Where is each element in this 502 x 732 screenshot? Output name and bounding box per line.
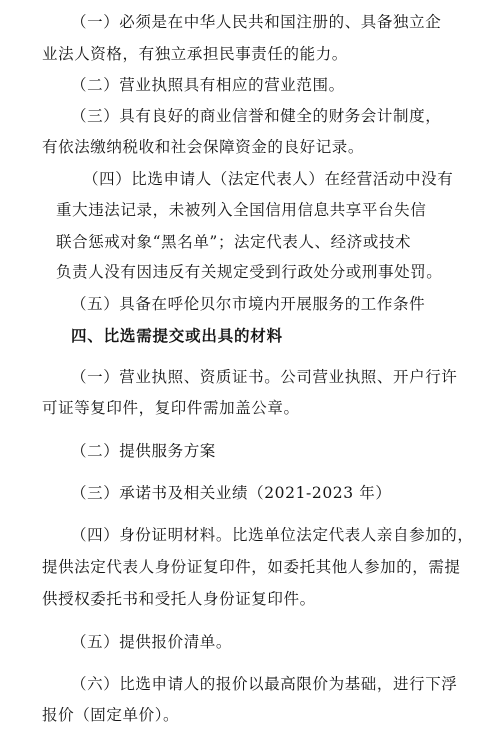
clause-4-line-1: （四）比选申请人（法定代表人）在经营活动中没有 <box>83 170 454 188</box>
clause-1-line-1: （一）必须是在中华人民共和国注册的、具备独立企 <box>71 13 442 31</box>
material-5-line-1: （五）提供报价清单。 <box>71 632 233 651</box>
clause-4-line-2: 重大违法记录，未被列入全国信用信息共享平台失信 <box>56 200 427 219</box>
clause-3-line-1: （三）具有良好的商业信誉和健全的财务会计制度， <box>71 107 442 126</box>
clause-4-line-3: 联合惩戒对象“黑名单”；法定代表人、经济或技术 <box>56 232 412 251</box>
clause-3-line-2: 有依法缴纳税收和社会保障资金的良好记录。 <box>42 138 365 157</box>
section-heading: 四、比选需提交或出具的材料 <box>71 327 283 345</box>
material-1-line-2: 可证等复印件，复印件需加盖公章。 <box>42 398 300 417</box>
material-2-line-1: （二）提供服务方案 <box>71 441 216 460</box>
material-4-line-2: 提供法定代表人身份证复印件，如委托其他人参加的，需提 <box>42 557 461 576</box>
material-1-line-1: （一）营业执照、资质证书。公司营业执照、开户行许 <box>71 368 458 387</box>
material-6-line-1: （六）比选申请人的报价以最高限价为基础，进行下浮 <box>71 674 458 693</box>
material-4-line-3: 供授权委托书和受托人身份证复印件。 <box>42 589 316 608</box>
material-3-line-1: （三）承诺书及相关业绩（2021-2023 年） <box>71 483 392 502</box>
material-6-line-2: 报价（固定单价）。 <box>42 706 180 725</box>
clause-5-line-1: （五）具备在呼伦贝尔市境内开展服务的工作条件 <box>71 295 426 314</box>
clause-2-line-1: （二）营业执照具有相应的营业范围。 <box>71 75 345 94</box>
clause-1-line-2: 业法人资格，有独立承担民事责任的能力。 <box>42 44 348 63</box>
clause-4-line-4: 负责人没有因违反有关规定受到行政处分或刑事处罚。 <box>56 263 443 282</box>
material-4-line-1: （四）身份证明材料。比选单位法定代表人亲自参加的， <box>71 526 474 544</box>
